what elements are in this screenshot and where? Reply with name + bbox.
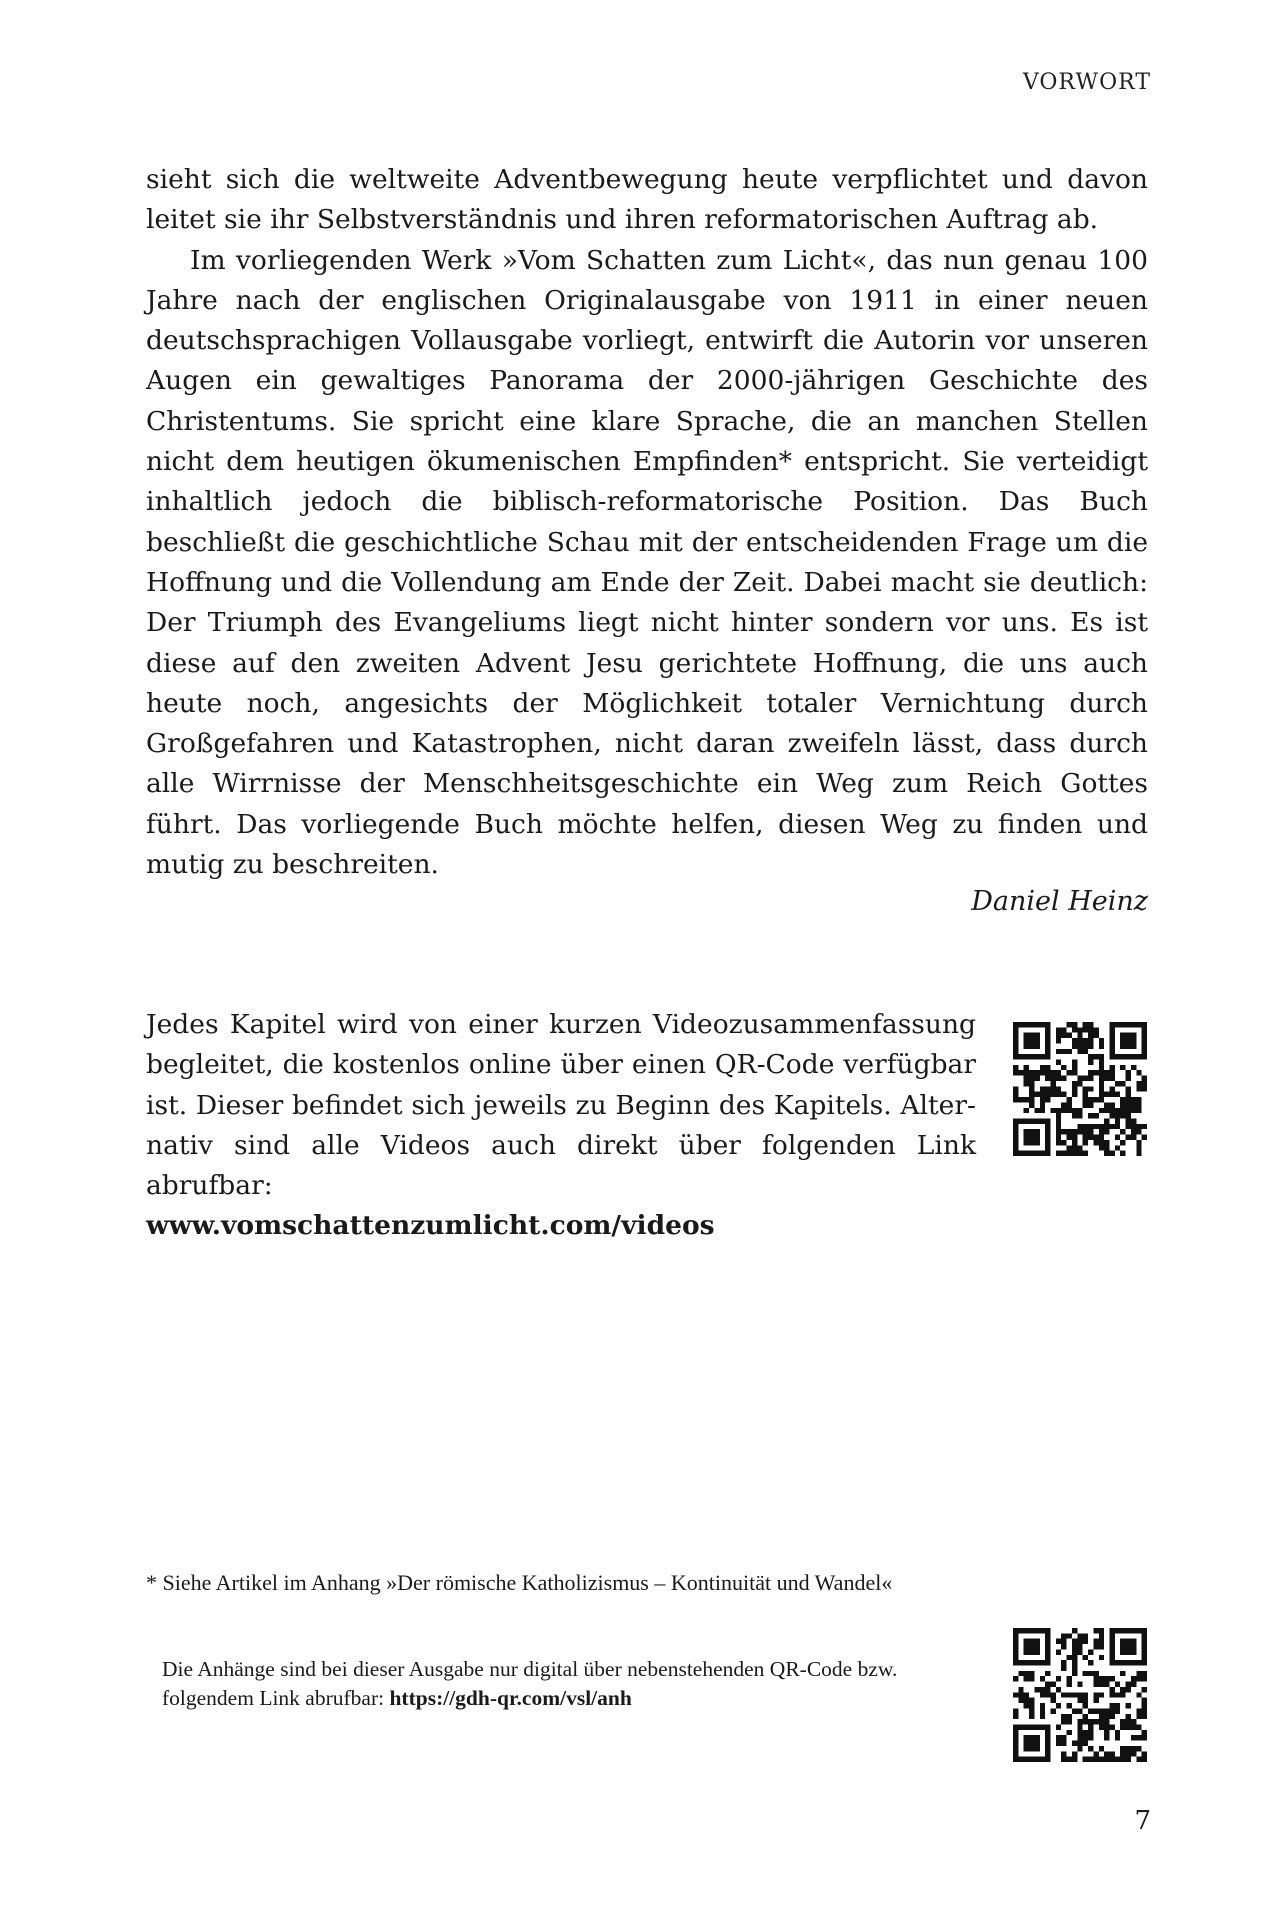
paragraph-main: Im vorliegenden Werk »Vom Schatten zum Licht«, das nun genau 100 Jahre nach der englischen Originalausgabe von 1911 in einer neuen deutschsprachigen Vollausgabe vorliegt, entwirft die Autorin vor unseren Augen ein gewaltiges Panorama der 2000-jährigen Geschichte des Christentums. Sie spricht eine klare Sprache, die an manchen Stellen nicht dem heutigen ökumenischen Empfinden* entspricht. Sie verteidigt inhaltlich jedoch die biblisch-reformatorische Position. Das Buch beschließt die geschichtliche Schau mit der entscheidenden Frage um die Hoffnung und die Vollendung am Ende der Zeit. Dabei macht sie deutlich: Der Triumph des Evangeliums liegt nicht hinter sondern vor uns. Es ist diese auf den zweiten Advent Jesu gerichtete Hoffnung, die uns auch heute noch, angesichts der Möglichkeit totaler Vernichtung durch Großgefahren und Katastrophen, nicht daran zweifeln lässt, dass durch alle Wirrnisse der Menschheitsgeschichte ein Weg zum Reich Gottes führt. Das vorliegende Buch möchte helfen, diesen Weg zu finden und mutig zu beschreiten.	[146, 244, 1148, 881]
footnote: * Siehe Artikel im Anhang »Der römische Katholizismus – Kontinuität und Wandel«	[146, 1570, 893, 1595]
appendix-qr-code-icon	[1013, 1628, 1147, 1762]
appendix-info-text: Die Anhänge sind bei dieser Ausgabe nur digital über nebenstehenden QR-Code bzw. folgendem Link abrufbar:	[162, 1657, 898, 1710]
appendix-info-block	[162, 1655, 982, 1713]
video-link[interactable]: www.vomschattenzumlicht.com/videos	[146, 1210, 715, 1242]
video-info-text: Jedes Kapitel wird von einer kurzen Videozusammenfassung begleitet, die kostenlos online über einen QR-Code verfügbar ist. Dieser befindet sich jeweils zu Beginn des Kapitels. Alternativ sind alle Videos auch direkt über folgenden Link abrufbar:	[146, 1009, 976, 1202]
paragraph-continuation: sieht sich die weltweite Adventbewegung heute verpflichtet und davon leitet sie ihr Selbstverständnis und ihren reformatorischen Auftrag ab.	[146, 164, 1148, 236]
author-signature: Daniel Heinz	[971, 886, 1148, 917]
video-qr-code-icon	[1013, 1022, 1147, 1156]
preface-body	[146, 160, 1148, 885]
page-number: 7	[1134, 1806, 1151, 1836]
appendix-link[interactable]: https://gdh-qr.com/vsl/anh	[389, 1686, 632, 1710]
running-header: VORWORT	[1022, 70, 1151, 95]
video-info-block	[146, 1005, 976, 1247]
